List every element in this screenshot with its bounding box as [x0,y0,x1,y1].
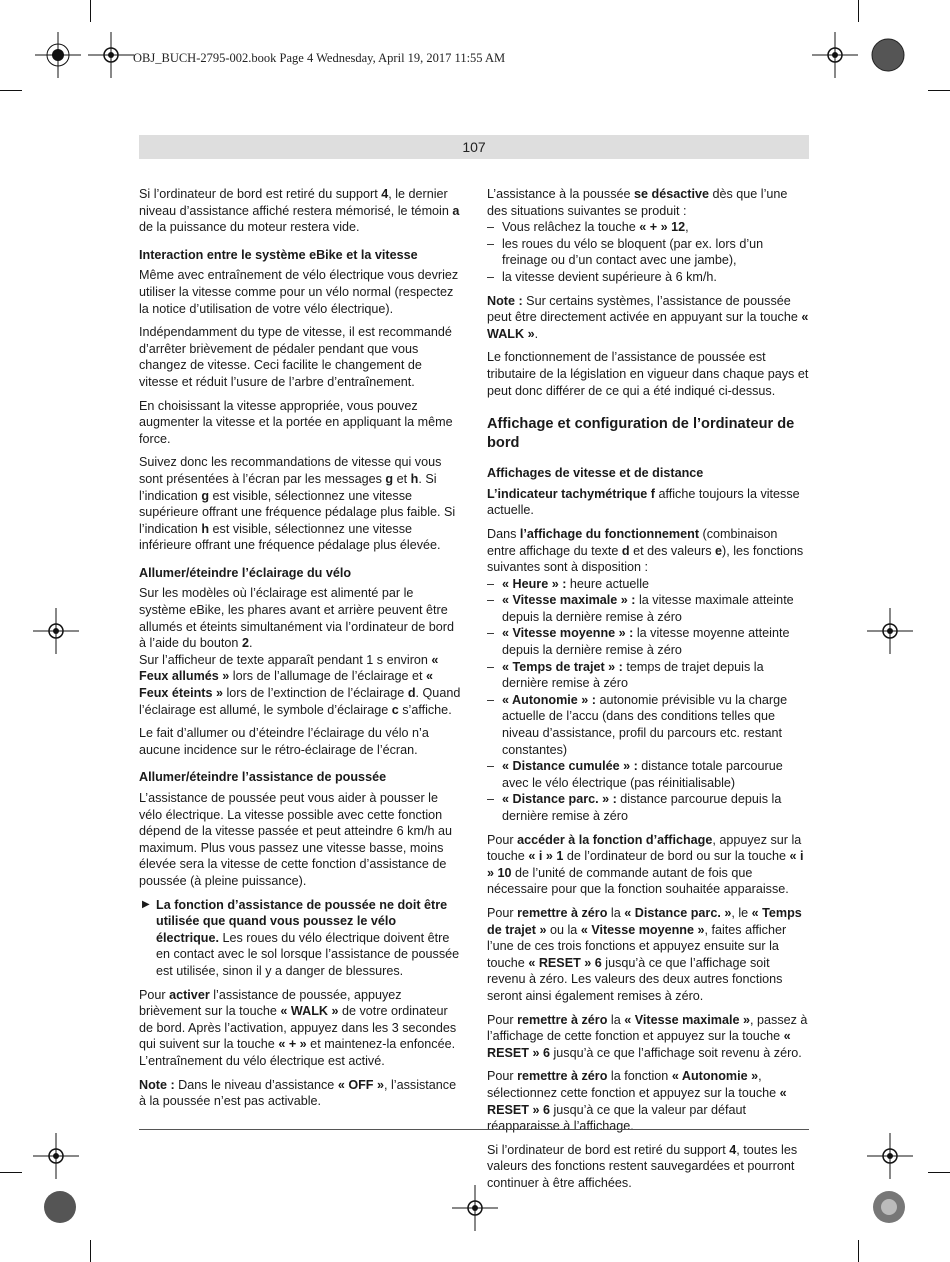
crop-tick [90,0,91,22]
safety-warning: ▶ La fonction d’assistance de poussée ne doit être utilisée que quand vous poussez le vélo électrique. Les roues du vélo électrique doivent être en contact avec le sol lorsque l’assistance de poussée est utilisée, sinon il y a danger de blessures. [142,897,460,978]
crop-tick [0,1172,22,1173]
warning-triangle-icon: ▶ [142,898,150,910]
paragraph: Pour remettre à zéro la fonction « Autonomie », sélectionnez cette fonction et appuyez sur la touche « RESET » 6 jusqu’à ce que la valeur par défaut réapparaisse à l’affichage. [487,1069,787,1134]
paragraph: Pour activer l’assistance de poussée, appuyez brièvement sur la touche « WALK » de votre ordinateur de bord. Après l’activation, appuyez dans les 3 secondes qui suivent sur la touche « + » et maintenez-la enfoncée. L’entraînement du vélo électrique est activé. [139,987,457,1068]
list-item: – « Vitesse moyenne » : la vitesse moyenne atteinte depuis la dernière remise à zéro [487,625,809,658]
registration-mark-right-mid [867,608,913,654]
paragraph: Si l’ordinateur de bord est retiré du support 4, le dernier niveau d’assistance affiché restera mémorisé, le témoin a de la puissance du moteur restera vide. [139,187,460,235]
paragraph: Note : Sur certains systèmes, l’assistance de poussée peut être directement activée en appuyant sur la touche « WALK ». [487,293,809,341]
crop-tick [90,1240,91,1262]
registration-mark-left-mid [33,608,79,654]
list-item: – « Vitesse maximale » : la vitesse maximale atteinte depuis la dernière remise à zéro [487,592,809,625]
registration-mark-bottom-right [867,1133,913,1179]
color-wheel-top-right [871,38,905,72]
paragraph: En choisissant la vitesse appropriée, vous pouvez augmenter la vitesse et la portée en appliquant la même force. [139,398,453,446]
section-heading: Affichages de vitesse et de distance [487,466,704,481]
paragraph: Le fonctionnement de l’assistance de poussée est tributaire de la législation en vigueur dans chaque pays et peut donc différer de ce qui a été indiqué ci-dessus. [487,350,809,398]
paragraph: Note : Dans le niveau d’assistance « OFF », l’assistance à la poussée n’est pas activable. [139,1077,457,1109]
paragraph: L’indicateur tachymétrique f affiche toujours la vitesse actuelle. [487,486,800,518]
list-item: – « Distance parc. » : distance parcourue depuis la dernière remise à zéro [487,791,809,824]
registration-mark-top-mid [88,32,134,78]
paragraph: L’assistance à la poussée se désactive dès que l’une des situations suivantes se produit : [487,187,788,218]
section-heading: Allumer/éteindre l’assistance de poussée [139,770,387,785]
section-heading: Interaction entre le système eBike et la vitesse [139,247,418,262]
crop-tick [0,90,22,91]
crop-tick [858,1240,859,1262]
paragraph: Sur l’afficheur de texte apparaît pendant 1 s environ « Feux allumés » lors de l’allumage de l’éclairage et « Feux éteints » lors de l’extinction de l’éclairage d. Quand l’éclairage est allumé, le symbole d’éclairage c s’affiche. [139,652,461,717]
paragraph: Même avec entraînement de vélo électrique vous devriez utiliser la vitesse comme pour un vélo normal (respectez la notice d’utilisation de votre vélo électrique). [139,268,459,316]
paragraph: L’assistance de poussée peut vous aider à pousser le vélo électrique. La vitesse possible avec cette fonction dépend de la vitesse passée et peut atteindre 6 km/h au maximum. Plus vous passez une vitesse basse, moins élevée sera la vitesse de cette fonction d’assistance de poussée (à pleine puissance). [139,791,452,888]
footer-rule [139,1129,809,1130]
left-column [139,186,461,1117]
list-item: – les roues du vélo se bloquent (par ex. lors d’un freinage ou d’un contact avec une jambe), [487,236,809,269]
paragraph: Pour remettre à zéro la « Distance parc. », le « Temps de trajet » ou la « Vitesse moyenne », faites afficher l’une de ces trois fonctions et appuyez ensuite sur la touche « RESET » 6 jusqu’à ce que l’affichage soit revenu à zéro. Les valeurs des deux autres fonctions seront ainsi également remises à zéro. [487,905,802,1003]
section-title: Affichage et configuration de l’ordinateur de bord [487,416,795,452]
crop-tick [928,90,950,91]
registration-mark-top-right-cross [812,32,858,78]
color-wheel-bottom-right [872,1190,906,1224]
page-number: 107 [139,135,809,159]
paragraph: Indépendamment du type de vitesse, il est recommandé d’arrêter brièvement de pédaler pendant que vous changez de vitesse. Ceci facilite le changement de vitesse et réduit l’usure de l’arbre d’entraînement. [139,325,452,389]
registration-mark-bottom-left [33,1133,79,1179]
section-heading: Allumer/éteindre l’éclairage du vélo [139,565,352,580]
paragraph: Si l’ordinateur de bord est retiré du support 4, toutes les valeurs des fonctions restent sauvegardées et pourront continuer à être affichées. [487,1142,798,1190]
deactivation-list [487,219,809,285]
list-item: – la vitesse devient supérieure à 6 km/h. [487,269,809,286]
color-wheel-bottom-left [43,1190,77,1224]
list-item: – « Temps de trajet » : temps de trajet depuis la dernière remise à zéro [487,659,809,692]
paragraph: Suivez donc les recommandations de vitesse qui vous sont présentées à l’écran par les messages g et h. Si l’indication g est visible, sélectionnez une vitesse supérieure offrant une fréquence pédalage plus faible. Si l’indication h est visible, sélectionnez une vitesse inférieure offrant une fréquence pédalage plus élevée. [139,455,456,553]
paragraph: Sur les modèles où l’éclairage est alimenté par le système eBike, les phares avant et arrière peuvent être allumés et éteints simultanément via l’ordinateur de bord à l’aide du bouton 2. [139,586,455,651]
registration-mark-top-left [35,32,81,78]
paragraph: Dans l’affichage du fonctionnement (combinaison entre affichage du texte d et des valeurs e), les fonctions suivantes sont à disposition : [487,526,804,575]
print-header: OBJ_BUCH-2795-002.book Page 4 Wednesday, April 19, 2017 11:55 AM [133,51,506,65]
list-item: – « Heure » : heure actuelle [487,576,809,593]
crop-tick [928,1172,950,1173]
list-item: – Vous relâchez la touche « + » 12, [487,219,809,236]
paragraph: Pour remettre à zéro la « Vitesse maximale », passez à l’affichage de cette fonction et appuyez sur la touche « RESET » 6 jusqu’à ce que l’affichage soit revenu à zéro. [487,1012,808,1060]
paragraph: Le fait d’allumer ou d’éteindre l’éclairage du vélo n’a aucune incidence sur le rétro-éclairage de l’écran. [139,726,429,757]
right-column [487,186,809,1198]
function-list [487,576,809,825]
list-item: – « Distance cumulée » : distance totale parcourue avec le vélo électrique (pas réinitialisable) [487,758,809,791]
list-item: – « Autonomie » : autonomie prévisible vu la charge actuelle de l’accu (dans des conditions telles que niveau d’assistance, profil du parcours etc. restant constantes) [487,692,809,758]
paragraph: Pour accéder à la fonction d’affichage, appuyez sur la touche « i » 1 de l’ordinateur de bord ou sur la touche « i » 10 de l’unité de commande autant de fois que nécessaire pour que la fonction souhaitée apparaisse. [487,832,804,897]
crop-tick [858,0,859,22]
